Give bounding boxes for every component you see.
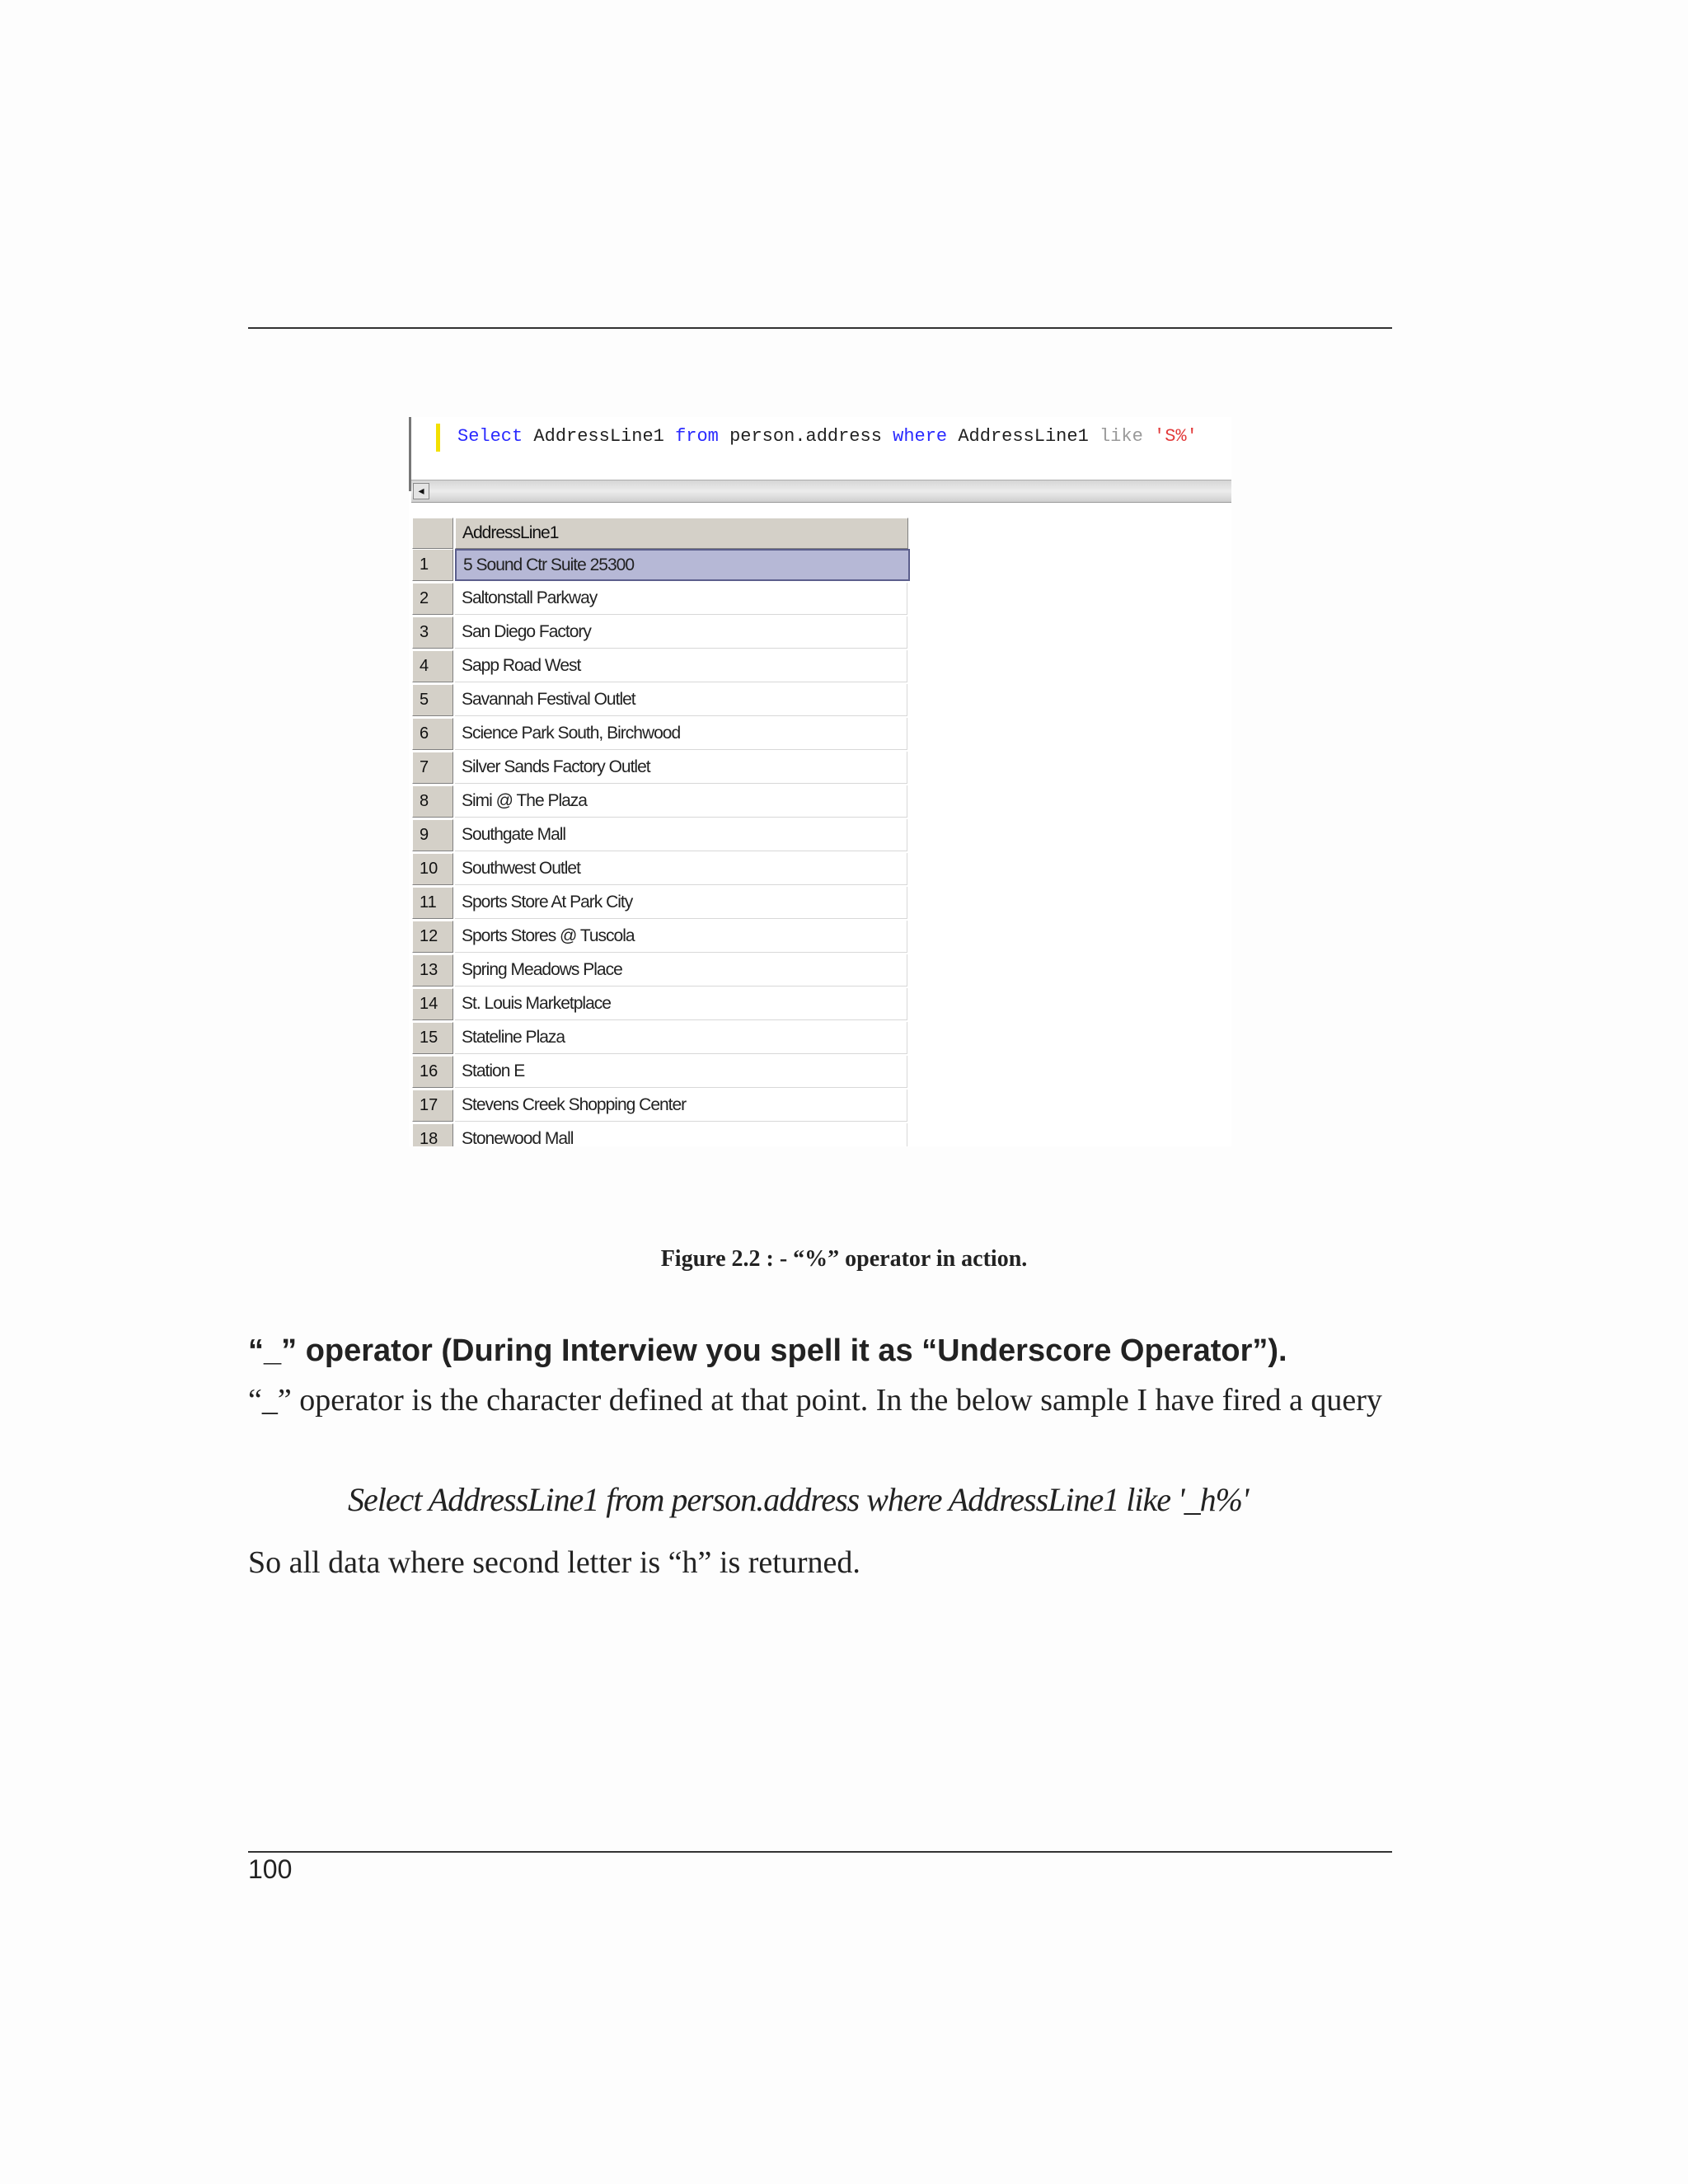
body-paragraph: “_” operator is the character defined at that point. In the below sample I have fired a query bbox=[248, 1383, 1382, 1418]
footer-rule bbox=[248, 1851, 1392, 1853]
row-number[interactable]: 11 bbox=[412, 887, 453, 919]
sql-keyword-from: from bbox=[675, 426, 719, 447]
column-header-addressline1[interactable]: AddressLine1 bbox=[455, 518, 908, 549]
sample-query: Select AddressLine1 from person.address where AddressLine1 like '_h%' bbox=[348, 1481, 1249, 1518]
figure-screenshot bbox=[409, 417, 1231, 1146]
row-number[interactable]: 4 bbox=[412, 650, 453, 682]
sql-keyword-where: where bbox=[893, 426, 948, 447]
row-number[interactable]: 14 bbox=[412, 988, 453, 1020]
row-number[interactable]: 2 bbox=[412, 583, 453, 615]
sql-pattern: 'S%' bbox=[1154, 426, 1198, 447]
row-number[interactable]: 18 bbox=[412, 1123, 453, 1146]
editor-change-marker bbox=[436, 424, 440, 452]
table-cell[interactable]: San Diego Factory bbox=[455, 616, 907, 649]
table-cell[interactable]: Saltonstall Parkway bbox=[455, 583, 907, 615]
query-editor[interactable] bbox=[409, 417, 1231, 498]
row-number[interactable]: 1 bbox=[412, 549, 453, 581]
row-number[interactable]: 8 bbox=[412, 785, 453, 818]
table-cell[interactable]: Savannah Festival Outlet bbox=[455, 684, 907, 716]
table-cell[interactable]: Sports Stores @ Tuscola bbox=[455, 921, 907, 953]
row-number[interactable]: 6 bbox=[412, 718, 453, 750]
table-cell[interactable]: Station E bbox=[455, 1056, 907, 1088]
row-number[interactable]: 15 bbox=[412, 1022, 453, 1054]
table-cell[interactable]: Southwest Outlet bbox=[455, 853, 907, 885]
table-cell[interactable]: Stevens Creek Shopping Center bbox=[455, 1090, 907, 1122]
table-cell[interactable]: Spring Meadows Place bbox=[455, 954, 907, 987]
sql-table: person.address bbox=[729, 426, 882, 447]
row-number[interactable]: 17 bbox=[412, 1090, 453, 1122]
table-cell[interactable]: Simi @ The Plaza bbox=[455, 785, 907, 818]
scroll-left-icon[interactable]: ◂ bbox=[413, 483, 429, 499]
row-number[interactable]: 7 bbox=[412, 752, 453, 784]
horizontal-scrollbar[interactable] bbox=[411, 480, 1231, 503]
sql-column-2: AddressLine1 bbox=[958, 426, 1089, 447]
sql-keyword-select: Select bbox=[457, 426, 523, 447]
table-cell[interactable]: St. Louis Marketplace bbox=[455, 988, 907, 1020]
figure-caption: Figure 2.2 : - “%” operator in action. bbox=[660, 1246, 1028, 1272]
table-cell[interactable]: Silver Sands Factory Outlet bbox=[455, 752, 907, 784]
row-number[interactable]: 9 bbox=[412, 819, 453, 851]
grid-corner[interactable] bbox=[412, 518, 453, 549]
row-number[interactable]: 10 bbox=[412, 853, 453, 885]
table-cell[interactable]: Sapp Road West bbox=[455, 650, 907, 682]
sql-column: AddressLine1 bbox=[533, 426, 664, 447]
sql-keyword-like: like bbox=[1099, 426, 1143, 447]
table-cell[interactable]: Southgate Mall bbox=[455, 819, 907, 851]
page-number: 100 bbox=[248, 1854, 293, 1884]
result-sentence: So all data where second letter is “h” is returned. bbox=[248, 1545, 860, 1580]
table-cell[interactable]: Sports Store At Park City bbox=[455, 887, 907, 919]
row-number[interactable]: 13 bbox=[412, 954, 453, 987]
row-number[interactable]: 12 bbox=[412, 921, 453, 953]
table-cell[interactable]: 5 Sound Ctr Suite 25300 bbox=[455, 549, 910, 581]
table-cell[interactable]: Stateline Plaza bbox=[455, 1022, 907, 1054]
table-cell[interactable]: Science Park South, Birchwood bbox=[455, 718, 907, 750]
row-number[interactable]: 3 bbox=[412, 616, 453, 649]
row-number[interactable]: 16 bbox=[412, 1056, 453, 1088]
section-heading: “_” operator (During Interview you spell it as “Underscore Operator”). bbox=[248, 1333, 1287, 1368]
table-cell[interactable]: Stonewood Mall bbox=[455, 1123, 907, 1146]
header-rule bbox=[248, 327, 1392, 329]
sql-query bbox=[457, 426, 1198, 447]
row-number[interactable]: 5 bbox=[412, 684, 453, 716]
